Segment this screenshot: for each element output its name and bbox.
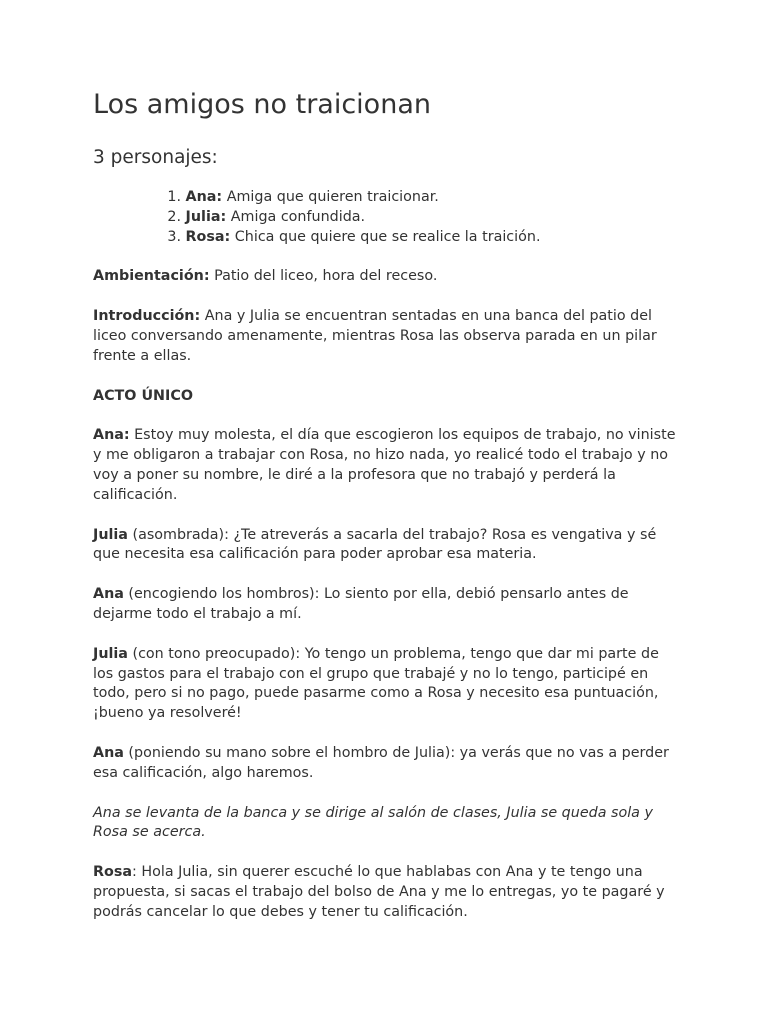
character-name: Julia: (185, 208, 227, 225)
act-heading (93, 387, 678, 407)
dialogue-line (93, 863, 678, 922)
stage-direction: Ana se levanta de la banca y se dirige al salón de clases, Julia se queda sola y Rosa se acerca. (93, 804, 653, 841)
list-number: 2. (167, 208, 181, 225)
intro-text: Ana y Julia se encuentran sentadas en una banca del patio del liceo conversando amenamente, mientras Rosa las observa parada en un pilar frente a ellas. (93, 308, 657, 364)
speaker-name: Ana: (93, 427, 130, 444)
intro-label: Introducción: (93, 308, 201, 325)
document-title: Los amigos no traicionan (93, 89, 431, 120)
act-heading-text: ACTO ÚNICO (93, 387, 193, 404)
speaker-name: Julia (93, 526, 128, 543)
character-description: Amiga confundida. (226, 208, 366, 225)
list-number: 3. (167, 228, 181, 245)
character-name: Ana: (185, 189, 223, 205)
dialogue-text: (encogiendo los hombros): Lo siento por ella, debió pensarlo antes de dejarme todo el trabajo a mí. (93, 586, 629, 622)
character-name: Rosa: (185, 228, 231, 245)
dialogue-line (93, 645, 678, 724)
dialogue-line (93, 585, 678, 625)
dialogue-line (93, 426, 678, 505)
list-item (159, 228, 678, 248)
setting-paragraph (93, 267, 678, 287)
character-description: Chica que quiere que se realice la traición. (230, 228, 541, 245)
dialogue-text: : Hola Julia, sin querer escuché lo que hablabas con Ana y te tengo una propuesta, si sacas el trabajo del bolso de Ana y me lo entregas, yo te pagaré y podrás cancelar lo que debes y tener tu calificación. (93, 864, 665, 920)
setting-label: Ambientación: (93, 268, 210, 285)
dialogue-text: Estoy muy molesta, el día que escogieron los equipos de trabajo, no viniste y me obligaron a trabajar con Rosa, no hizo nada, yo realicé todo el trabajo y no voy a poner su nombre, le diré a la profesora que no trabajó y perderá la calificación. (93, 427, 676, 503)
dialogue-line (93, 526, 678, 566)
speaker-name: Ana (93, 586, 124, 603)
dialogue-line (93, 744, 678, 784)
characters-list (93, 188, 678, 247)
list-item (159, 208, 678, 228)
list-item (159, 188, 678, 208)
document-page (93, 88, 678, 923)
character-description: Amiga que quieren traicionar. (222, 189, 439, 205)
dialogue-text: (asombrada): ¿Te atreverás a sacarla del trabajo? Rosa es vengativa y sé que necesita esa calificación para poder aprobar esa materia. (93, 526, 657, 563)
characters-heading: 3 personajes: (93, 147, 218, 168)
dialogue-text: (con tono preocupado): Yo tengo un problema, tengo que dar mi parte de los gastos para el trabajo con el grupo que trabajé y no lo tengo, participé en todo, pero si no pago, puede pasarme como a Rosa y necesito esa puntuación, ¡bueno ya resolveré! (93, 645, 659, 722)
setting-text: Patio del liceo, hora del receso. (209, 268, 438, 285)
intro-paragraph (93, 307, 678, 366)
speaker-name: Julia (93, 645, 128, 662)
list-number: 1. (167, 189, 181, 205)
speaker-name: Rosa (93, 864, 132, 881)
dialogue-text: (poniendo su mano sobre el hombro de Julia): ya verás que no vas a perder esa calificación, algo haremos. (93, 744, 669, 781)
speaker-name: Ana (93, 744, 124, 761)
